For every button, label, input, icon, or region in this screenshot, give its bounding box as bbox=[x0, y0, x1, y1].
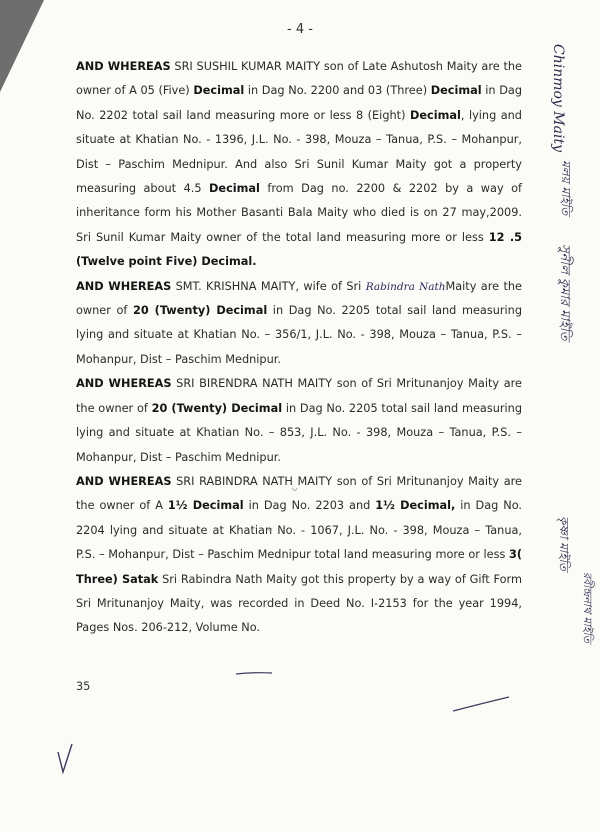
margin-signature-4: কৃষ্ণা মাইতি bbox=[557, 516, 571, 571]
bold-term: Decimal bbox=[430, 84, 482, 98]
text-span: in Dag No. 2202 total sail land measuring more or less 8 (Eight) bbox=[76, 84, 522, 122]
text-span: SRI SUSHIL KUMAR MAITY son of Late Ashutosh Maity are the owner of A 05 (Five) bbox=[76, 60, 522, 98]
text-span: in Dag No. 2203 and bbox=[243, 499, 376, 513]
text-span: , lying and situate at Khatian No. - 1396, J.L. No. - 398, Mouza – Tanua, P.S. – Mohanpur, Dist – Paschim Mednipur. And also Sri Sunil Kumar Maity got a property measuring about 4.5 bbox=[76, 108, 522, 196]
text-span: in Dag No. 2205 total sail land measuring lying and situate at Khatian No. – 853, J.L. No. - 398, Mouza – Tanua, P.S. – Mohanpur, Dist – Paschim Mednipur. bbox=[76, 401, 523, 464]
margin-signature-5: রবীন্দ্রনাথ মাইতি bbox=[581, 572, 594, 644]
text-span: Maity are the owner of bbox=[76, 279, 522, 318]
text-span: in Dag No. 2200 and 03 (Three) bbox=[244, 84, 431, 98]
text-span: SRI RABINDRA NATH MAITY son of Sri Mritunanjoy Maity are the owner of A bbox=[76, 474, 522, 513]
bold-term: 1½ Decimal bbox=[167, 499, 244, 513]
text-span: from Dag no. 2200 & 2202 by a way of inheritance form his Mother Basanti Bala Maity who died is on 27 may,2009. Sri Sunil Kumar Maity owner of the total land measuring more or less bbox=[76, 182, 523, 244]
volume-number: 35 bbox=[76, 680, 91, 693]
handwritten-insert: Rabindra Nath bbox=[365, 280, 446, 293]
text-span: in Dag No. 2204 lying and situate at Khatian No. - 1067, J.L. No. - 398, Mouza – Tanua, P.S. – Mohanpur, Dist – Paschim Mednipur total land measuring more or less bbox=[76, 499, 522, 562]
whereas-heading: AND WHEREAS bbox=[76, 377, 172, 391]
whereas-heading: AND WHEREAS bbox=[76, 279, 172, 293]
margin-signature-3: সুনীল কুমার মাইতি bbox=[557, 244, 572, 341]
pen-stroke-underline bbox=[236, 673, 272, 674]
text-span: SMT. KRISHNA MAITY, wife of Sri bbox=[171, 279, 366, 293]
bold-term: 20 (Twenty) Decimal bbox=[133, 304, 268, 318]
margin-signature-chinmoy: Chinmoy Maity bbox=[550, 44, 566, 152]
whereas-heading: AND WHEREAS bbox=[76, 60, 171, 73]
text-span: in Dag No. 2205 total sail land measuring lying and situate at Khatian No. – 356/1, J.L. No. - 398, Mouza – Tanua, P.S. – Mohanpur, Dist – Paschim Mednipur. bbox=[76, 304, 522, 366]
whereas-heading: AND WHEREAS bbox=[76, 474, 172, 488]
tick-mark-icon bbox=[58, 744, 72, 772]
bold-term: Decimal bbox=[209, 182, 260, 196]
bold-term: 20 (Twenty) Decimal bbox=[151, 401, 283, 415]
bold-term: 12 .5 (Twelve point Five) Decimal. bbox=[76, 230, 522, 269]
text-span: SRI BIRENDRA NATH MAITY son of Sri Mritunanjoy Maity are the owner of bbox=[76, 377, 523, 415]
bold-term: Decimal bbox=[193, 84, 245, 98]
paper-speckle bbox=[268, 488, 297, 531]
bold-term: 1½ Decimal, bbox=[375, 499, 456, 513]
page-number: - 4 - bbox=[287, 22, 313, 37]
margin-signature-2: মলয় মাইতি bbox=[559, 160, 573, 216]
bold-term: Decimal bbox=[409, 108, 461, 122]
pen-stroke-right bbox=[453, 697, 509, 711]
bold-term: 3( Three) Satak bbox=[76, 548, 522, 586]
text-span: Sri Rabindra Nath Maity got this property by a way of Gift Form Sri Mritunanjoy Maity, was recorded in Deed No. I-2153 for the year 1994, Pages Nos. 206-212, Volume No. bbox=[76, 572, 522, 635]
